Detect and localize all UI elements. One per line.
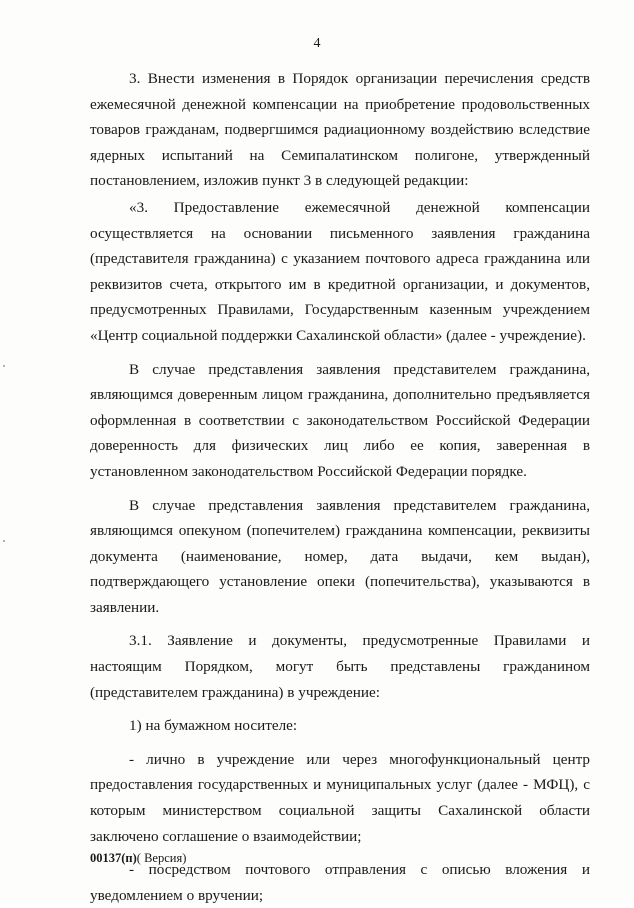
document-footer [90,851,186,865]
document-body [90,66,590,908]
document-version: ( Версия) [136,851,187,865]
document-code: 00137(п) [90,851,137,865]
paragraph-subitem-1: 1) на бумажном носителе: [129,717,298,735]
paragraph-in-person: - лично в учреждение или через многофункциональный центр предоставления государственных и муниципальных услуг (далее - МФЦ), с которым министерством социальной защиты Сахалинской области заключено соглашение о взаимодействии; [90,750,590,845]
paragraph-representative-proxy: В случае представления заявления представителем гражданина, являющимся доверенным лицом гражданина, дополнительно предъявляется оформленная в соответствии с законодательством Российской Федерации доверенность для физических лиц либо ее копия, заверенная в установленном законодательством Российской Федерации порядке. [90,360,590,480]
page-number: 4 [313,36,321,51]
paragraph-item-3: 3. Внести изменения в Порядок организации перечисления средств ежемесячной денежной компенсации на приобретение продовольственных товаров гражданам, подвергшимся радиационному воздействию вследствие ядерных испытаний на Семипалатинском полигоне, утвержденный постановлением, изложив пункт 3 в следующей редакции: [90,70,590,190]
paragraph-by-mail: - посредством почтового отправления с описью вложения и уведомлением о вручении; [90,861,590,904]
paragraph-item-3-new-text: «3. Предоставление ежемесячной денежной компенсации осуществляется на основании письменного заявления гражданина (представителя гражданина) с указанием почтового адреса гражданина или реквизитов счета, открытого им в кредитной организации, и документов, предусмотренных Правилами, Государственным казенным учреждением «Центр социальной поддержки Сахалинской области» (далее - учреждение). [90,198,590,344]
paragraph-representative-guardian: В случае представления заявления представителем гражданина, являющимся опекуном (попечителем) гражданина компенсации, реквизиты документа (наименование, номер, дата выдачи, кем выдан), подтверждающего установление опеки (попечительства), указываются в заявлении. [90,496,590,616]
scan-speck [3,540,5,542]
paragraph-item-3-1: 3.1. Заявление и документы, предусмотренные Правилами и настоящим Порядком, могут быть представлены гражданином (представителем гражданина) в учреждение: [90,632,590,701]
scan-speck [3,365,5,367]
